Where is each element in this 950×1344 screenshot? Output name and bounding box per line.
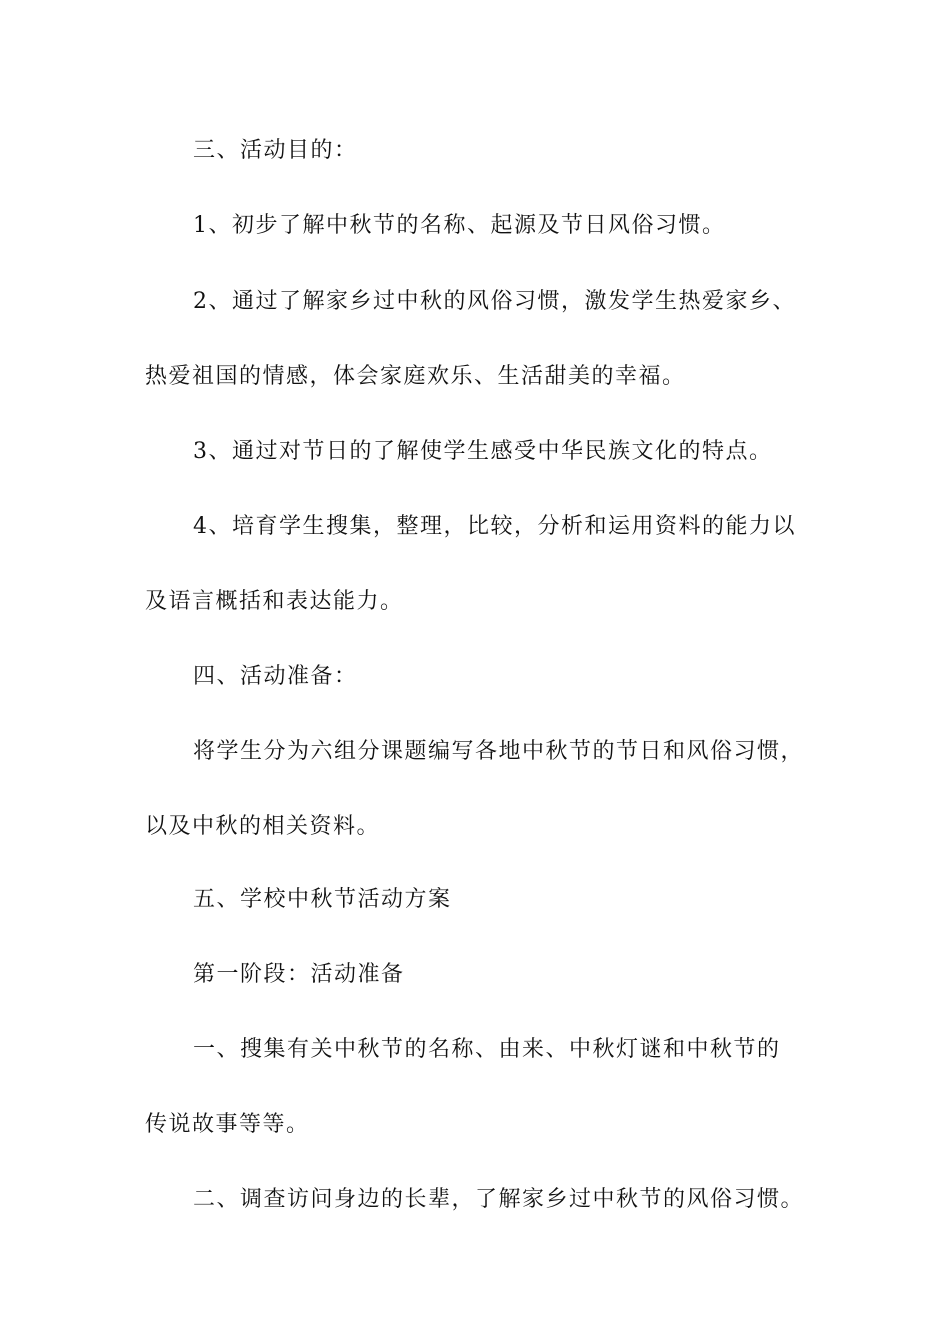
- paragraph-goal-3: 3、通过对节日的了解使学生感受中华民族文化的特点。: [193, 439, 773, 464]
- paragraph-stage-item-1-line-1: 一、搜集有关中秋节的名称、由来、中秋灯谜和中秋节的: [193, 1037, 781, 1062]
- paragraph-goal-2-line-2: 热爱祖国的情感，体会家庭欢乐、生活甜美的幸福。: [145, 364, 686, 389]
- paragraph-preparation-line-2: 以及中秋的相关资料。: [145, 814, 381, 839]
- paragraph-stage-item-1-line-2: 传说故事等等。: [145, 1112, 310, 1137]
- paragraph-preparation-line-1: 将学生分为六组分课题编写各地中秋节的节日和风俗习惯，: [193, 739, 805, 764]
- paragraph-goal-2-line-1: 2、通过了解家乡过中秋的风俗习惯，激发学生热爱家乡、: [193, 289, 796, 314]
- stage-heading-1: 第一阶段：活动准备: [193, 962, 405, 987]
- paragraph-goal-4-line-2: 及语言概括和表达能力。: [145, 589, 404, 614]
- section-heading-plan: 五、学校中秋节活动方案: [193, 887, 452, 912]
- paragraph-stage-item-2: 二、调查访问身边的长辈，了解家乡过中秋节的风俗习惯。: [193, 1187, 805, 1212]
- section-heading-preparation: 四、活动准备：: [193, 664, 358, 689]
- section-heading-activity-goals: 三、活动目的：: [193, 138, 358, 163]
- paragraph-goal-1: 1、初步了解中秋节的名称、起源及节日风俗习惯。: [193, 213, 726, 238]
- paragraph-goal-4-line-1: 4、培育学生搜集，整理，比较，分析和运用资料的能力以: [193, 514, 796, 539]
